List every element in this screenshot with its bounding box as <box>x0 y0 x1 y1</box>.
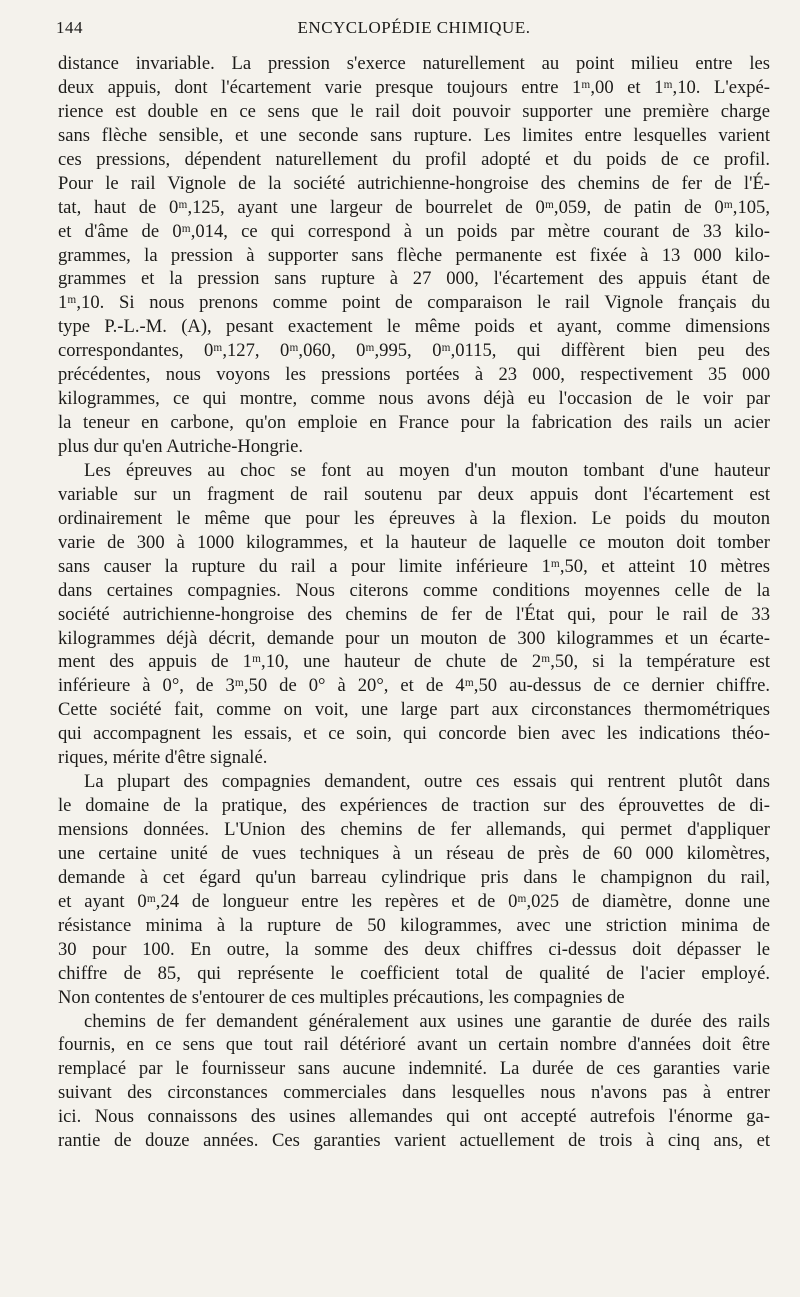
text-line: demande à cet égard qu'un barreau cylindrique pris dans le champignon du rail, <box>58 866 770 888</box>
text-line: une certaine unité de vues techniques à un réseau de près de 60 000 kilomètres, <box>58 842 770 864</box>
text-line: kilogrammes déjà décrit, demande pour un mouton de 300 kilogrammes et un écarte- <box>58 627 770 649</box>
text-line: variable sur un fragment de rail soutenu par deux appuis dont l'écartement est <box>58 483 770 505</box>
text-line: résistance minima à la rupture de 50 kilogrammes, avec une striction minima de <box>58 914 770 936</box>
text-line: ordinairement le même que pour les épreuves à la flexion. Le poids du mouton <box>58 507 770 529</box>
text-line: ment des appuis de 1ᵐ,10, une hauteur de chute de 2ᵐ,50, si la température est <box>58 651 770 673</box>
body-text <box>58 52 770 1153</box>
text-line: distance invariable. La pression s'exerce naturellement au point milieu entre les <box>58 53 770 74</box>
text-line: tat, haut de 0ᵐ,125, ayant une largeur de bourrelet de 0ᵐ,059, de patin de 0ᵐ,105, <box>58 196 770 218</box>
page-header <box>56 18 772 44</box>
text-line: remplacé par le fournisseur sans aucune indemnité. La durée de ces garanties varie <box>58 1058 770 1080</box>
text-line: plus dur qu'en Autriche-Hongrie. <box>58 436 304 457</box>
text-line: 1ᵐ,10. Si nous prenons comme point de comparaison le rail Vignole français du <box>58 292 770 314</box>
text-line: chemins de fer demandent généralement aux usines une garantie de durée des rails <box>84 1010 770 1032</box>
text-line: mensions données. L'Union des chemins de fer allemands, qui permet d'appliquer <box>58 819 770 840</box>
text-line: et ayant 0ᵐ,24 de longueur entre les repères et de 0ᵐ,025 de diamètre, donne une <box>58 890 770 912</box>
text-line: ici. Nous connaissons des usines allemandes qui ont accepté autrefois l'énorme ga- <box>58 1106 770 1128</box>
text-line: Cette société fait, comme on voit, une large part aux circonstances thermométriques <box>58 699 770 721</box>
text-line: sans flèche sensible, et une seconde sans rupture. Les limites entre lesquelles varient <box>58 124 770 146</box>
text-line: précédentes, nous voyons les pressions portées à 23 000, respectivement 35 000 <box>58 364 770 386</box>
text-line: varie de 300 à 1000 kilogrammes, et la hauteur de laquelle ce mouton doit tomber <box>58 531 770 553</box>
text-line: inférieure à 0°, de 3ᵐ,50 de 0° à 20°, et de 4ᵐ,50 au-dessus de ce dernier chiffre. <box>58 675 770 697</box>
text-line: rantie de douze années. Ces garanties varient actuellement de trois à cinq ans, et <box>58 1130 770 1152</box>
text-line: fournis, en ce sens que tout rail détérioré avant un certain nombre d'années doit être <box>58 1034 770 1056</box>
text-line: la teneur en carbone, qu'on emploie en France pour la fabrication des rails un acier <box>58 412 770 434</box>
text-line: Pour le rail Vignole de la société autrichienne-hongroise des chemins de fer de l'É- <box>58 172 770 194</box>
text-line: et d'âme de 0ᵐ,014, ce qui correspond à un poids par mètre courant de 33 kilo- <box>58 220 770 242</box>
text-line: ces pressions, dépendent naturellement du profil adopté et du poids de ce profil. <box>58 148 770 170</box>
text-line: kilogrammes, ce qui montre, comme nous avons déjà eu l'occasion de le voir par <box>58 388 770 410</box>
text-line: deux appuis, dont l'écartement varie presque toujours entre 1ᵐ,00 et 1ᵐ,10. L'expé- <box>58 76 770 98</box>
text-line: La plupart des compagnies demandent, outre ces essais qui rentrent plutôt dans <box>84 771 770 793</box>
text-line: rience est double en ce sens que le rail doit pouvoir supporter une première charge <box>58 100 770 122</box>
text-line: Les épreuves au choc se font au moyen d'un mouton tombant d'une hauteur <box>84 459 770 481</box>
text-line: Non contentes de s'entourer de ces multiples précautions, les compagnies de <box>58 986 625 1008</box>
text-line: société autrichienne-hongroise des chemins de fer de l'État qui, pour le rail de 33 <box>58 603 770 625</box>
text-line: dans certaines compagnies. Nous citerons comme conditions moyennes celle de la <box>58 579 770 601</box>
text-line: 30 pour 100. En outre, la somme des deux chiffres ci-dessus doit dépasser le <box>58 938 770 960</box>
text-line: suivant des circonstances commerciales dans lesquelles nous n'avons pas à entrer <box>58 1082 770 1104</box>
text-line: type P.-L.-M. (A), pesant exactement le même poids et ayant, comme dimensions <box>58 316 770 338</box>
text-line: correspondantes, 0ᵐ,127, 0ᵐ,060, 0ᵐ,995, 0ᵐ,0115, qui diffèrent bien peu des <box>58 340 770 362</box>
page-number: 144 <box>56 18 83 37</box>
text-line: sans causer la rupture du rail a pour limite inférieure 1ᵐ,50, et atteint 10 mètres <box>58 555 770 577</box>
text-line: riques, mérite d'être signalé. <box>58 747 268 769</box>
text-line: le domaine de la pratique, des expériences de traction sur des éprouvettes de di- <box>58 795 770 817</box>
text-line: chiffre de 85, qui représente le coefficient total de qualité de l'acier employé. <box>58 962 770 984</box>
text-line: grammes et la pression sans rupture à 27 000, l'écartement des appuis étant de <box>58 268 770 290</box>
running-title: ENCYCLOPÉDIE CHIMIQUE. <box>297 18 531 37</box>
text-line: qui accompagnent les essais, et ce soin, qui concorde bien avec les indications théo- <box>58 723 770 745</box>
text-line: grammes, la pression à supporter sans flèche permanente est fixée à 13 000 kilo- <box>58 244 770 266</box>
